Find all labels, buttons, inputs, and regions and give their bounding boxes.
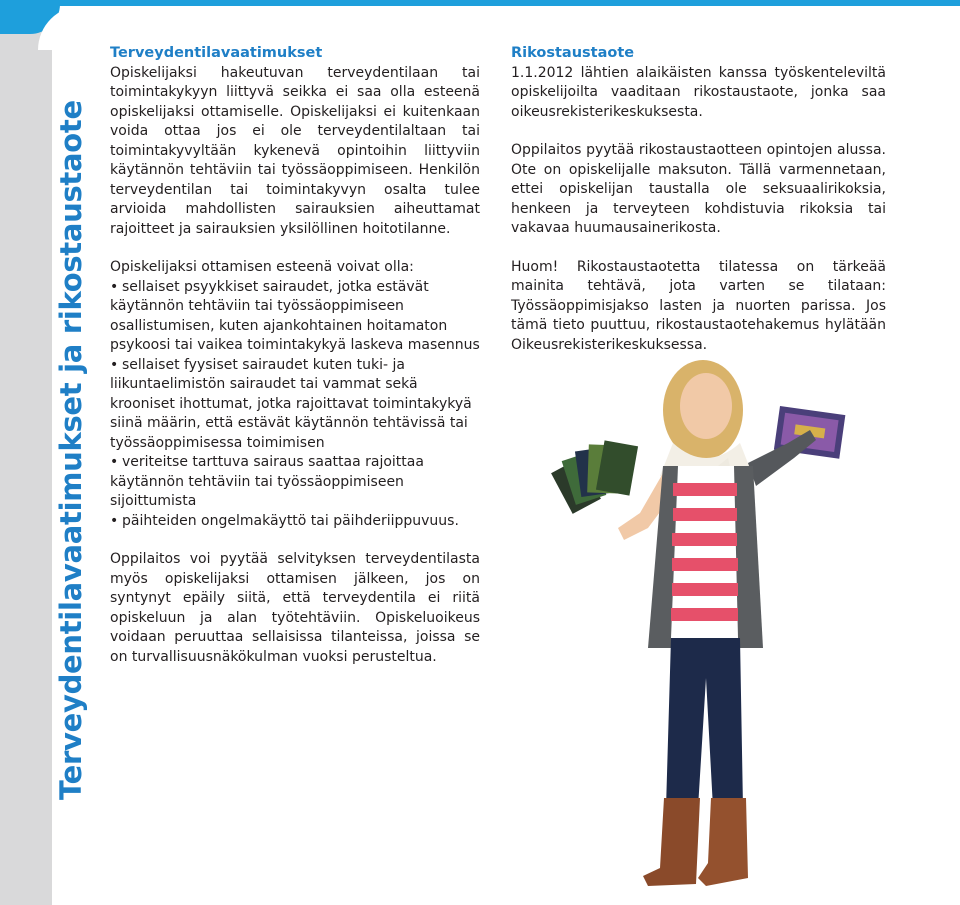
list-item: • päihteiden ongelmakäyttö tai päihderiippuvuus. <box>110 512 480 532</box>
health-requirements-heading: Terveydentilavaatimukset <box>110 45 323 61</box>
bullet-icon: • <box>110 512 119 529</box>
left-column <box>110 44 480 667</box>
student-holding-dvds-icon <box>551 360 845 886</box>
bullet-icon: • <box>110 454 119 470</box>
bullet-icon: • <box>110 356 119 373</box>
list-item: • sellaiset psyykkiset sairaudet, jotka estävät käytännön tehtäviin tai työssäoppimiseen osallistumisen, kuten ajankohtainen hoitamaton psykoosi tai vaikea toimintakykyä laskeva masennus <box>110 278 480 353</box>
list-item: • sellaiset fyysiset sairaudet kuten tuki- ja liikuntaelimistön sairaudet tai vammat sekä krooniset ihottumat, jotka rajoittavat toimintakykyä siinä määrin, että estävät käytännön tehtävissä tai työssäoppimisessa toimimisen <box>110 356 472 451</box>
criminal-record-heading: Rikostaustaote <box>511 45 635 61</box>
health-followup-paragraph: Oppilaitos voi pyytää selvityksen terveydentilasta myös opiskelijaksi ottamisen jälkeen, jos on syntynyt epäily siitä, että terveydentila ei riitä opiskeluun ja alan työtehtäviin. Opiskeluoikeus voidaan peruuttaa sellaisissa tilanteissa, joissa se on turvallisuusnäkökulman vuoksi perusteltua. <box>110 551 480 665</box>
right-column <box>511 44 886 355</box>
criminal-record-paragraph-1: 1.1.2012 lähtien alaikäisten kanssa työskenteleviltä opiskelijoilta vaaditaan rikostaustaote, jonka saa oikeusrekisterikeskuksesta. <box>511 64 886 120</box>
criminal-record-paragraph-2: Oppilaitos pyytää rikostaustaotteen opintojen alussa. Ote on opiskelijalle maksuton. Tällä varmennetaan, ettei opiskelijan taustalla ole seksuaalirikoksia, henkeen ja terveyteen kohdistuvia rikoksia tai vakavaa huumausainerikosta. <box>511 142 886 236</box>
bullet-icon: • <box>110 278 119 295</box>
criminal-record-paragraph-3: Huom! Rikostaustaotetta tilatessa on tärkeää mainita tehtävä, jota varten se tilataan: Työssäoppimisjakso lasten ja nuorten parissa. Jos tämä tieto puuttuu, rikostaustaotehakemus hylätään Oikeusrekisterikeskuksessa. <box>511 258 886 353</box>
top-accent-bar <box>0 0 960 6</box>
vertical-page-title: Terveydentilavaatimukset ja rikostaustaote <box>54 100 88 800</box>
side-band <box>0 6 52 905</box>
obstacles-intro: Opiskelijaksi ottamisen esteenä voivat olla: <box>110 259 414 275</box>
student-photo <box>548 348 858 888</box>
obstacles-list <box>110 278 480 532</box>
list-item: • veriteitse tarttuva sairaus saattaa rajoittaa käytännön tehtäviin tai työssäoppimiseen sijoittumista <box>110 454 424 509</box>
health-intro-paragraph: Opiskelijaksi hakeutuvan terveydentilaan tai toimintakykyyn liittyvä seikka ei saa olla esteenä opiskelijaksi ottamiselle. Opiskelijaksi ei kuitenkaan voida ottaa jos ei ole terveydentilaltaan tai toimintakyvyltään kykenevä opintoihin liittyviin käytännön tehtäviin tai työssäoppimiseen. Henkilön terveydentilan tai toimintakyvyn osalta tulee arvioida mahdollisten sairauksien aiheuttamat rajoitteet ja sairauksien yksilöllinen hoitotilanne. <box>110 64 480 237</box>
